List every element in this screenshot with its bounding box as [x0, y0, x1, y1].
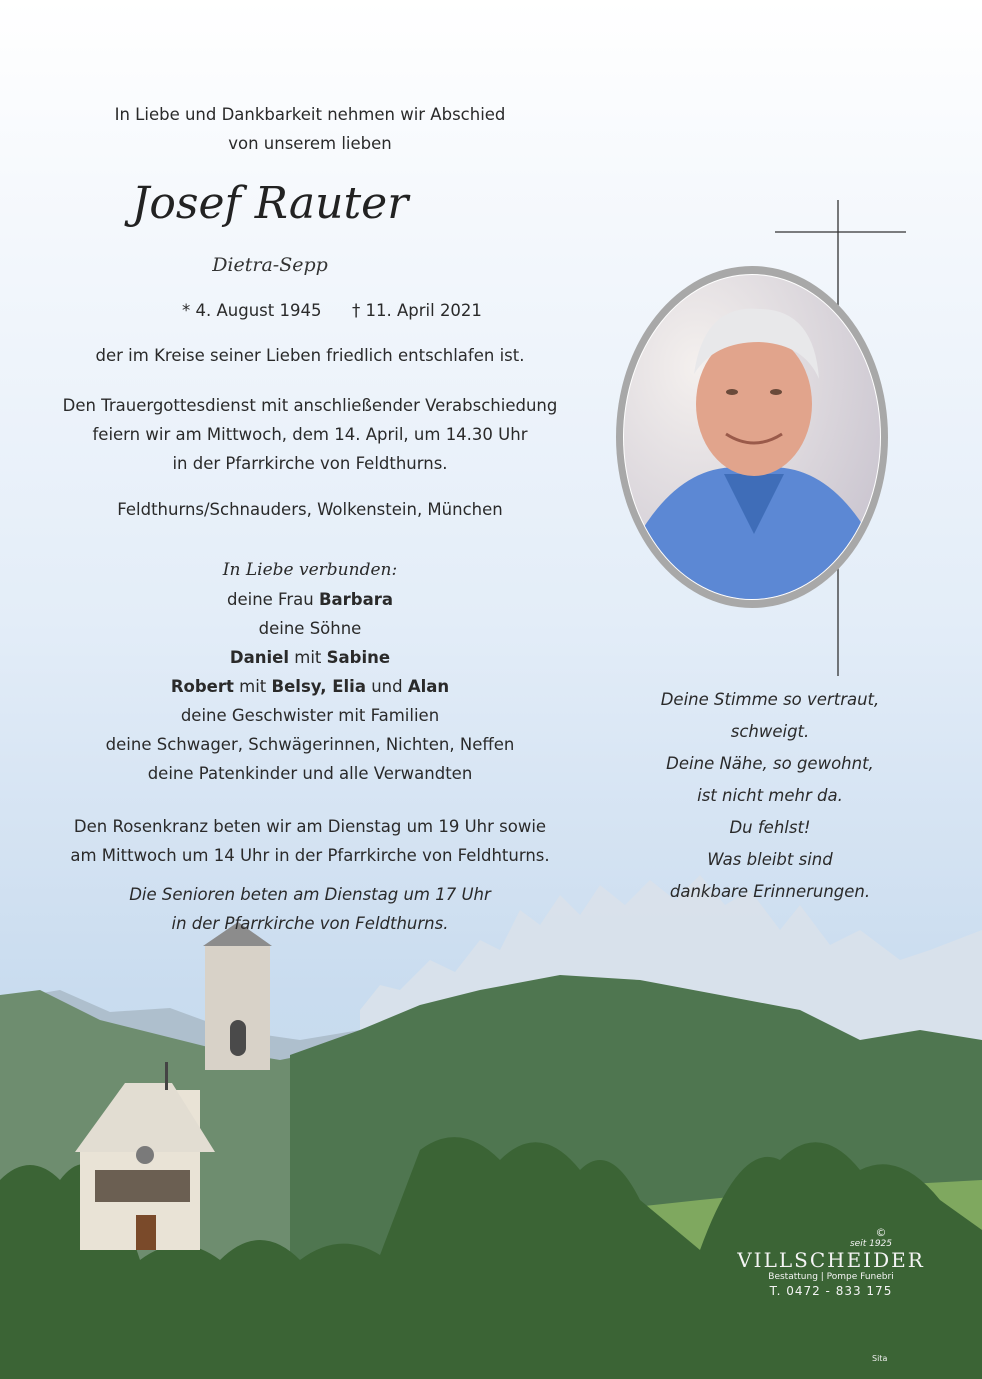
family-name: Daniel [229, 648, 290, 667]
verse-line: Was bleibt sind [707, 850, 833, 869]
family-line-robert [40, 672, 580, 701]
family-text: mit [289, 648, 327, 667]
verse-line: Deine Nähe, so gewohnt, [666, 754, 874, 773]
logo-phone: T. 0472 - 833 175 [769, 1284, 893, 1298]
deceased-nickname: Dietra-Sepp [212, 254, 328, 276]
family-line-daniel [40, 643, 580, 672]
intro-line-1: In Liebe und Dankbarkeit nehmen wir Abschied [114, 105, 506, 124]
verse-line: Du fehlst! [729, 818, 811, 837]
verse-line: dankbare Erinnerungen. [669, 882, 871, 901]
logo-brand: VILLSCHEIDER [737, 1248, 925, 1272]
funeral-home-logo [736, 1226, 926, 1299]
family-name: Alan [407, 677, 450, 696]
family-line-sons: deine Söhne [258, 619, 362, 638]
places-line: Feldthurns/Schnauders, Wolkenstein, München [117, 500, 503, 519]
family-section [40, 556, 580, 788]
intro-line-2: von unserem lieben [228, 134, 392, 153]
rosary-line-2: am Mittwoch um 14 Uhr in der Pfarrkirche von Feldhturns. [70, 846, 550, 865]
deceased-name: Josef Rauter [131, 178, 409, 229]
places-text [40, 495, 580, 524]
family-text: und [365, 677, 408, 696]
family-name: Barbara [318, 590, 394, 609]
copyright-mark: © [875, 1226, 887, 1239]
verse-line: schweigt. [730, 722, 810, 741]
family-line-wife [40, 585, 580, 614]
passed-text [40, 341, 580, 370]
family-heading: In Liebe verbunden: [222, 560, 398, 580]
rosary-line-1: Den Rosenkranz beten wir am Dienstag um 19 Uhr sowie [73, 817, 547, 836]
service-line-1: Den Trauergottesdienst mit anschließender Verabschiedung [62, 396, 558, 415]
family-line-inlaws: deine Schwager, Schwägerinnen, Nichten, Neffen [105, 735, 515, 754]
family-line-godchildren: deine Patenkinder und alle Verwandten [147, 764, 473, 783]
passed-line: der im Kreise seiner Lieben friedlich entschlafen ist. [95, 346, 525, 365]
verse-line: ist nicht mehr da. [697, 786, 843, 805]
family-name: Belsy, Elia [271, 677, 366, 696]
family-name: Robert [170, 677, 234, 696]
seniors-line-1: Die Senioren beten am Dienstag um 17 Uhr [129, 885, 491, 904]
seniors-line-2: in der Pfarrkirche von Feldthurns. [171, 914, 449, 933]
family-name: Sabine [326, 648, 391, 667]
logo-since: seit 1925 [849, 1239, 893, 1249]
verse-line: Deine Stimme so vertraut, [660, 690, 880, 709]
intro-text [40, 100, 580, 158]
service-text [40, 391, 580, 478]
portrait-frame [614, 264, 890, 610]
logo-subtitle: Bestattung | Pompe Funebri [768, 1272, 894, 1282]
birth-date: * 4. August 1945 [182, 301, 322, 320]
rosary-text [40, 812, 580, 870]
memorial-verse [620, 684, 920, 908]
service-line-2: feiern wir am Mittwoch, dem 14. April, um 14.30 Uhr [92, 425, 528, 444]
footer-mark: Sita [872, 1354, 888, 1363]
portrait-photo [614, 264, 890, 610]
death-date: † 11. April 2021 [352, 301, 482, 320]
family-text: mit [233, 677, 272, 696]
family-line-siblings: deine Geschwister mit Familien [180, 706, 440, 725]
seniors-text [40, 880, 580, 938]
family-text: deine Frau [226, 590, 319, 609]
service-line-3: in der Pfarrkirche von Feldthurns. [172, 454, 448, 473]
